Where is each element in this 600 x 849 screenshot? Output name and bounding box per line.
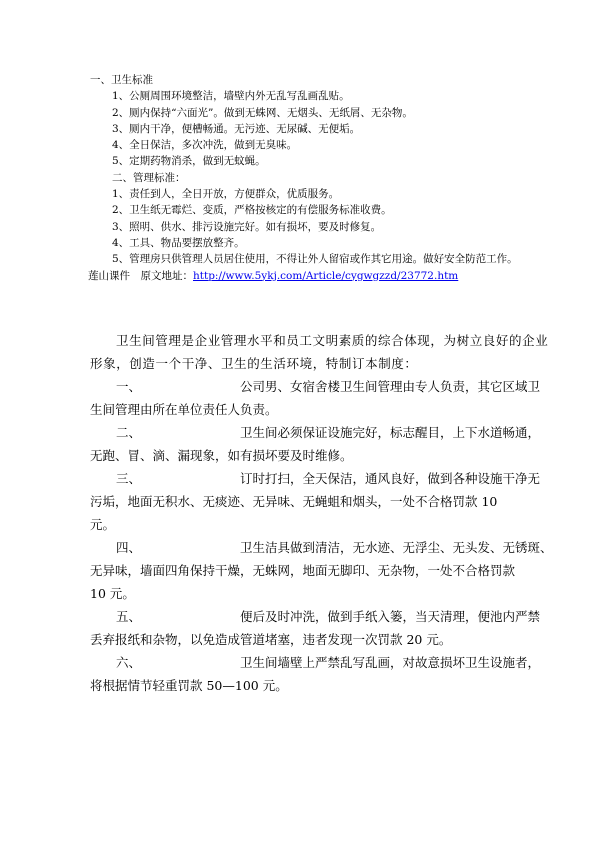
list-item: 1、责任到人，全日开放，方便群众，优质服务。: [112, 188, 340, 201]
article-3: [90, 467, 541, 536]
article-text: 卫生间必须保证设施完好，标志醒目，上下水道畅通，: [240, 425, 541, 440]
article-number: 六、: [116, 655, 142, 670]
source-label: 莲山课件 原文地址：: [88, 269, 193, 282]
article-text: 卫生间墙壁上严禁乱写乱画，对故意损坏卫生设施者，: [240, 655, 541, 670]
source-link[interactable]: http://www.5ykj.com/Article/cygwgzzd/23772.htm: [193, 269, 459, 282]
intro-paragraph: [90, 329, 549, 375]
heading-management-standards: 二、管理标准：: [112, 171, 186, 184]
article-text: 订时打扫，全天保洁，通风良好，做到各种设施干净无: [240, 471, 541, 486]
article-2: [90, 421, 541, 467]
article-number: 五、: [116, 609, 142, 624]
article-number: 四、: [116, 540, 142, 555]
article-number: 一、: [116, 379, 142, 394]
article-text-cont: 无异味，墙面四角保持干燥，无蛛网，地面无脚印、无杂物，一处不合格罚款 10 元。: [90, 563, 516, 601]
list-item: 5、管理房只供管理人员居住使用，不得让外人留宿或作其它用途。做好安全防范工作。: [112, 253, 518, 266]
list-item: 5、定期药物消杀，做到无蚊蝇。: [112, 155, 266, 168]
article-text-cont: 丢弃报纸和杂物，以免造成管道堵塞，违者发现一次罚款 20 元。: [90, 632, 452, 647]
article-1: [90, 375, 541, 421]
regulations-section: [90, 329, 553, 697]
list-item: 3、厕内干净，便槽畅通。无污迹、无尿碱、无便垢。: [112, 122, 361, 135]
article-5: [90, 605, 541, 651]
article-text-cont: 污垢，地面无积水、无痰迹、无异味、无蝇蛆和烟头，一处不合格罚款 10 元。: [90, 494, 498, 532]
article-text: 卫生洁具做到清洁，无水迹、无浮尘、无头发、无锈斑、: [240, 540, 553, 555]
article-text-cont: 生间管理由所在单位责任人负责。: [90, 402, 278, 417]
list-item: 1、公厕周围环境整洁，墙壁内外无乱写乱画乱贴。: [112, 90, 350, 103]
list-item: 2、卫生纸无霉烂、变质，严格按核定的有偿服务标准收费。: [112, 204, 392, 217]
standards-section: [90, 72, 560, 284]
article-text: 便后及时冲洗，做到手纸入篓，当天清理，便池内严禁: [240, 609, 541, 624]
heading-hygiene-standards: 一、卫生标准: [90, 74, 153, 86]
list-item: 4、全日保洁，多次冲洗，做到无臭味。: [112, 139, 298, 152]
article-4: [90, 536, 553, 605]
article-text-cont: 将根据情节轻重罚款 50—100 元。: [90, 678, 288, 693]
article-text-cont: 无跑、冒、滴、漏现象，如有损坏要及时维修。: [90, 448, 353, 463]
article-number: 二、: [116, 425, 142, 440]
source-line: [88, 268, 560, 284]
list-item: 3、照明、供水、排污设施完好。如有损坏，要及时修复。: [112, 220, 382, 233]
article-number: 三、: [116, 471, 142, 486]
intro-line: 形象，创造一个干净、卫生的生活环境，特制订本制度：: [90, 356, 418, 371]
article-6: [90, 651, 541, 697]
list-item: 2、厕内保持“六面光”。做到无蛛网、无烟头、无纸屑、无杂物。: [112, 106, 413, 119]
list-item: 4、工具、物品要摆放整齐。: [112, 236, 245, 249]
intro-line: 卫生间管理是企业管理水平和员工文明素质的综合体现，为树立良好的企业: [116, 333, 549, 348]
article-text: 公司男、女宿舍楼卫生间管理由专人负责，其它区域卫: [240, 379, 541, 394]
